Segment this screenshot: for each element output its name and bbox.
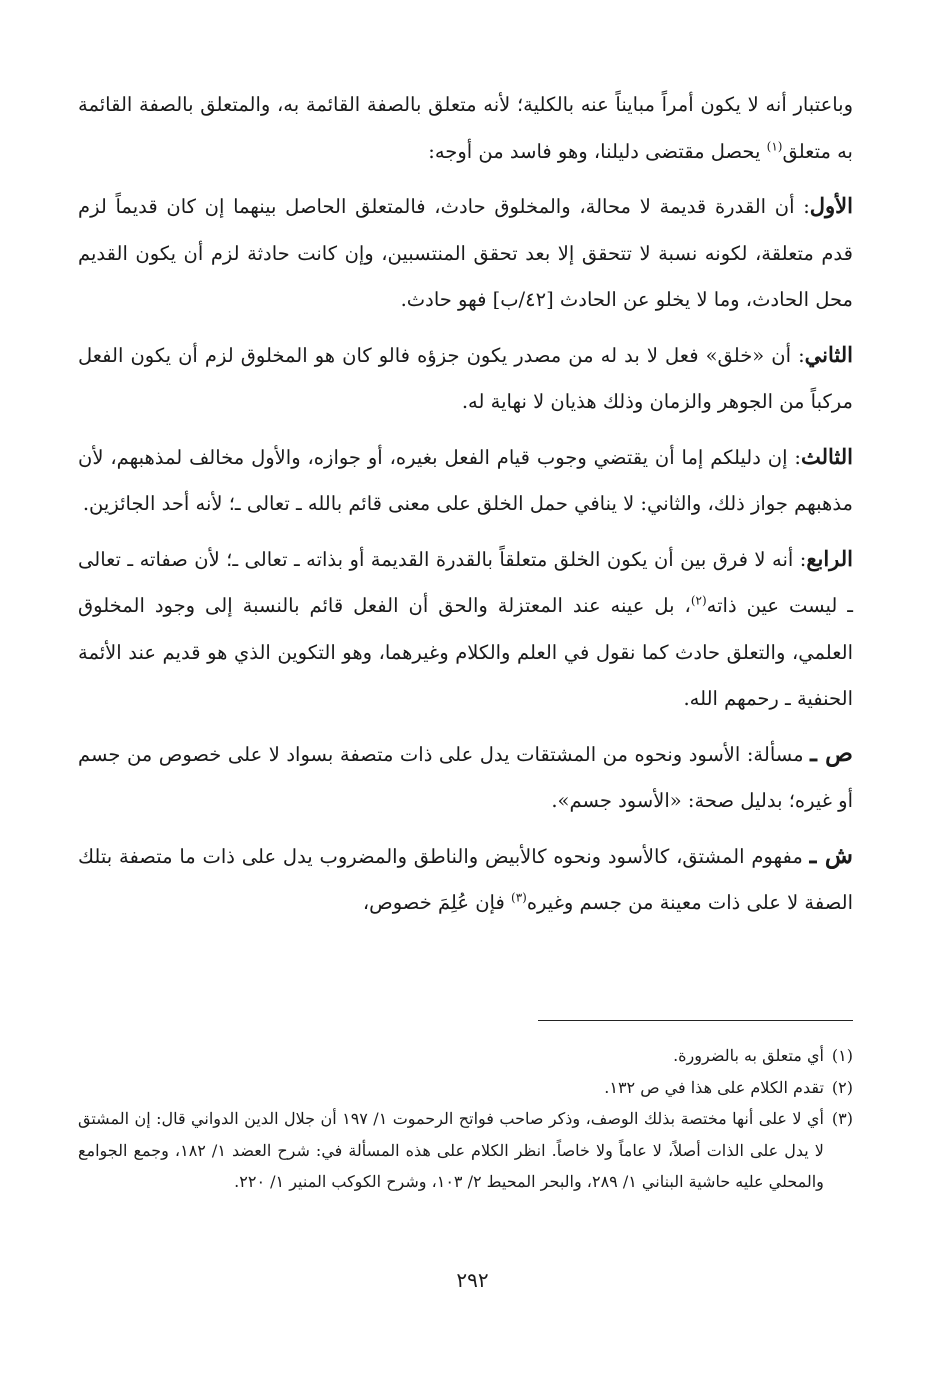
footnote-2: [78, 1072, 853, 1104]
footnote-1: [78, 1040, 853, 1072]
paragraph-third: الثالث: إن دليلكم إما أن يقتضي وجوب قيام الفعل بغيره، أو جوازه، والأول مخالف لمذهبهم، لأن مذهبهم جواز ذلك، والثاني: لا ينافي حمل الخلق على معنى قائم بالله ـ تعالى ـ؛ لأنه أحد الجائزين.: [78, 443, 853, 515]
footnote-text: أي لا على أنها مختصة بذلك الوصف، وذكر صاحب فواتح الرحموت ١/ ١٩٧ أن جلال الدين الدواني قال: إن المشتق لا يدل على الذات أصلاً، لا عاماً ولا خاصاً. انظر الكلام على هذه المسألة في: شرح العضد ١/ ١٨٢، وجمع الجوامع والمحلي عليه حاشية البناني ١/ ٢٨٩، والبحر المحيط ٢/ ١٠٣، وشرح الكوكب المنير ١/ ٢٢٠.: [78, 1109, 824, 1191]
heading-first: الأول: [809, 193, 853, 218]
shin-marker: ش ـ: [809, 841, 853, 869]
paragraph-commentary-shin: ش ـ مفهوم المشتق، كالأسود ونحوه كالأبيض والناطق والمضروب يدل على ذات ما متصفة بتلك الصفة لا على ذات معينة من جسم وغيره$^{(٣)}$ فإن عُلِمَ خصوص،: [78, 841, 853, 914]
paragraph-text-sad: ص ـ مسألة: الأسود ونحوه من المشتقات يدل على ذات متصفة بسواد لا على خصوص من جسم أو غيره؛ بدليل صحة: «الأسود جسم».: [78, 739, 853, 812]
footnote-divider: [538, 1020, 853, 1021]
footnote-number: (٢): [831, 1077, 853, 1097]
heading-third: الثالث: [801, 443, 853, 469]
footnote-ref-3[interactable]: (٣): [511, 890, 527, 905]
paragraph-second: الثاني: أن «خلق» فعل لا بد له من مصدر يكون جزؤه فالو كان هو المخلوق لزم أن يكون الفعل مركباً من الجوهر والزمان وذلك هذيان لا نهاية له.: [78, 341, 853, 413]
sad-marker: ص ـ: [810, 739, 853, 767]
heading-second: الثاني: [804, 341, 853, 367]
footnote-number: (٣): [831, 1109, 853, 1128]
paragraph-first: الأول: أن القدرة قديمة لا محالة، والمخلوق حادث، فالمتعلق الحاصل بينهما إن كان قديماً لزم قدم متعلقة، لكونه نسبة لا تتحقق إلا بعد تحقق المنتسبين، وإن كانت حادثة لزم أن يكون القديم محل الحادث، وما لا يخلو عن الحادث [٤٢/ب] فهو حادث.: [78, 193, 853, 311]
footnote-ref-1[interactable]: (١): [766, 139, 783, 153]
footnote-text: تقدم الكلام على هذا في ص ١٣٢.: [604, 1077, 824, 1097]
main-text: [78, 82, 853, 927]
paragraph-intro: وباعتبار أنه لا يكون أمراً مبايناً عنه بالكلية؛ لأنه متعلق بالصفة القائمة به، والمتعلق بالصفة القائمة به متعلق$^{(١)}$ يحصل مقتضى دليلنا، وهو فاسد من أوجه:: [78, 93, 853, 163]
paragraph-fourth: الرابع: أنه لا فرق بين أن يكون الخلق متعلقاً بالقدرة القديمة أو بذاته ـ تعالى ـ؛ لأن صفاته ـ تعالى ـ ليست عين ذاته$^{(٢)}$، بل عينه عند المعتزلة والحق أن الفعل قائم بالنسبة إلى وجود المخلوق العلمي، والتعلق حادث كما نقول في العلم والكلام وغيرهما، وهو التكوين الذي هو قديم عند الأئمة الحنفية ـ رحمهم الله.: [78, 545, 853, 710]
footnote-3: [78, 1103, 853, 1198]
footnote-text: أي متعلق به بالضرورة.: [673, 1046, 824, 1065]
footnote-number: (١): [831, 1046, 853, 1065]
footnote-ref-2[interactable]: (٢): [690, 593, 707, 608]
footnotes: [78, 1040, 853, 1198]
page-number: ٢٩٢: [456, 1268, 489, 1292]
heading-fourth: الرابع: [806, 545, 853, 571]
